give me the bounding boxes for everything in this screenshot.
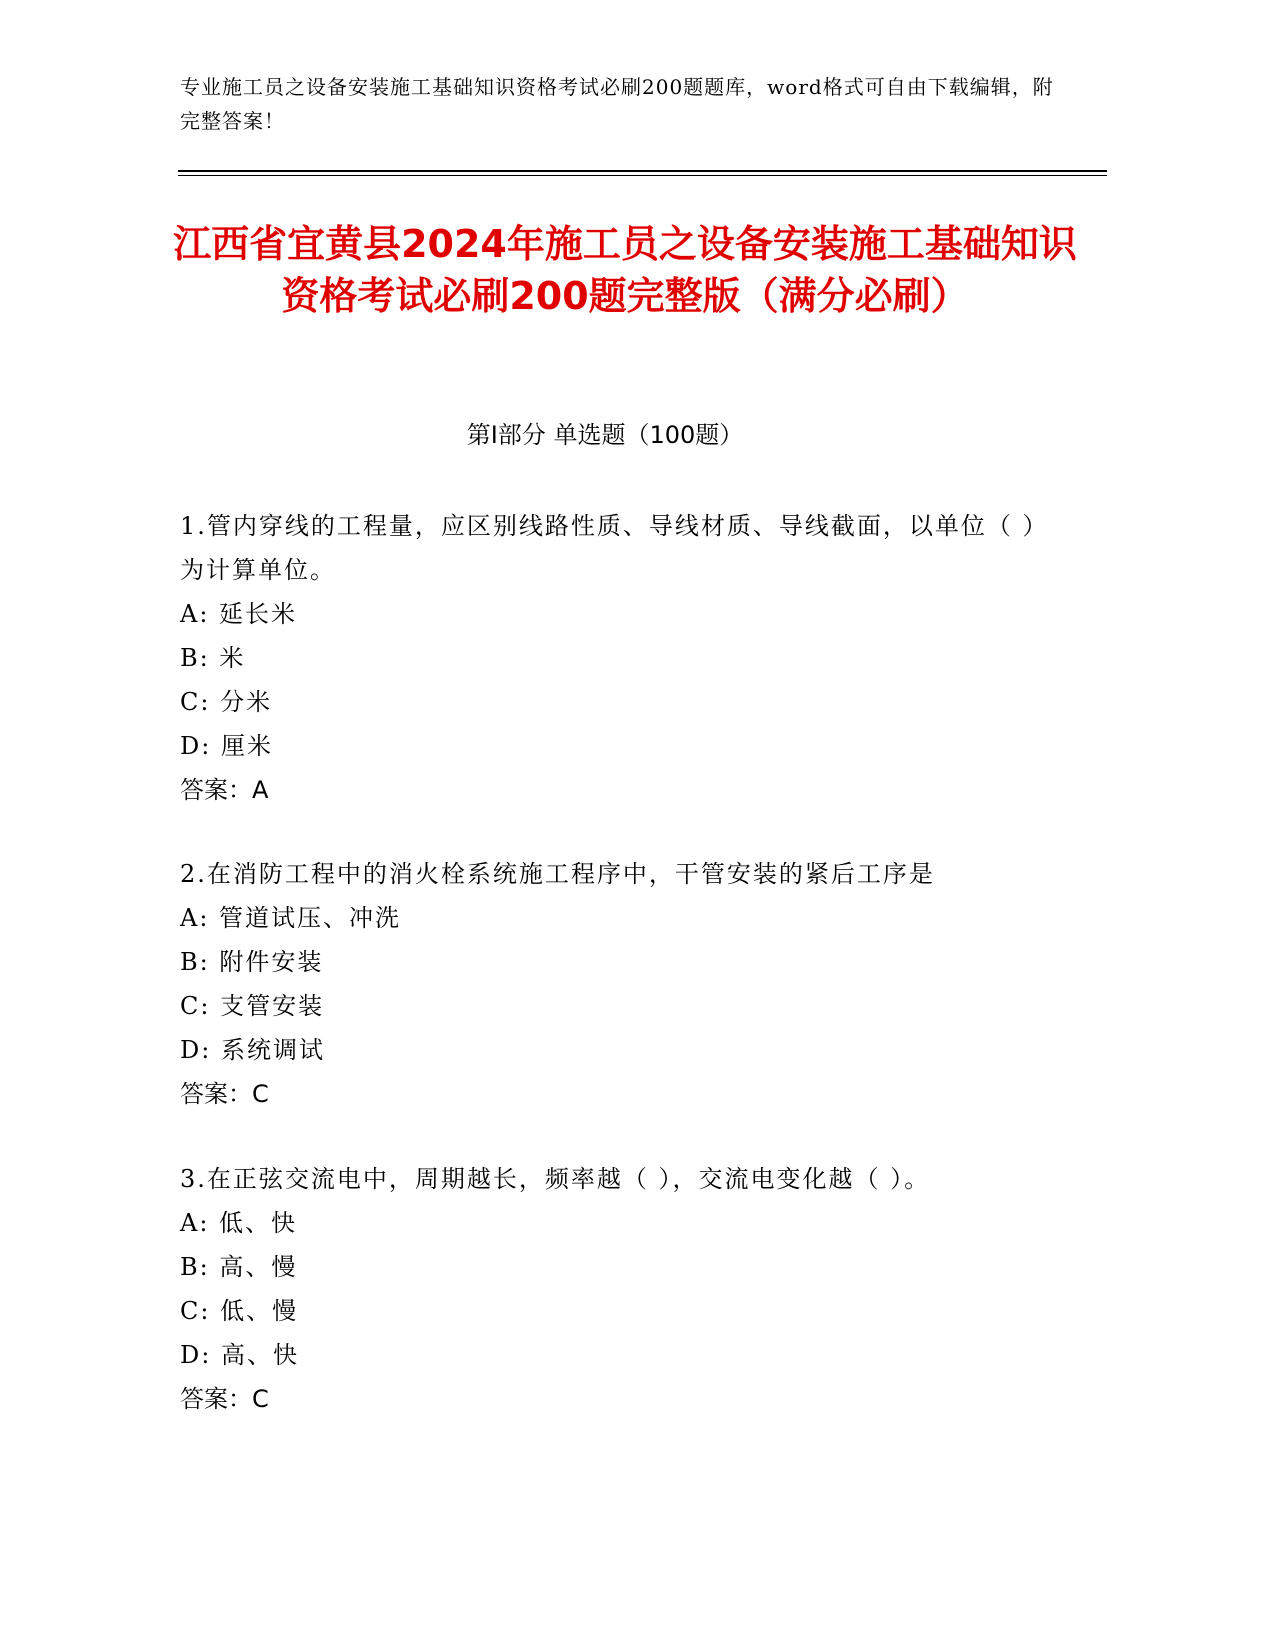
answer: 答案：C — [180, 1385, 269, 1413]
option-c: C: 支管安装 — [180, 992, 325, 1020]
header-note: 专业施工员之设备安装施工基础知识资格考试必刷200题题库，word格式可自由下载编辑，附完整答案！ — [180, 75, 1054, 133]
option-a: A: 管道试压、冲洗 — [180, 904, 402, 932]
question-block — [180, 504, 1060, 812]
question-block — [180, 852, 1060, 1116]
answer: 答案：A — [180, 776, 269, 804]
option-c: C: 分米 — [180, 688, 273, 716]
header-rule-thin — [178, 175, 1107, 176]
answer: 答案：C — [180, 1080, 269, 1108]
question-block — [180, 1157, 1060, 1421]
option-a: A: 延长米 — [180, 600, 298, 628]
option-d: D: 系统调试 — [180, 1036, 325, 1064]
option-b: B: 高、慢 — [180, 1253, 298, 1281]
section-title: 第Ⅰ部分 单选题（100题） — [466, 421, 744, 449]
option-a: A: 低、快 — [180, 1209, 298, 1237]
option-b: B: 米 — [180, 644, 246, 672]
question-stem: 1.管内穿线的工程量，应区别线路性质、导线材质、导线截面，以单位（ ）为计算单位。 — [180, 512, 1049, 584]
option-d: D: 高、快 — [180, 1341, 299, 1369]
question-stem: 2.在消防工程中的消火栓系统施工程序中，干管安装的紧后工序是 — [180, 860, 935, 888]
document-title: 江西省宜黄县2024年施工员之设备安装施工基础知识资格考试必刷200题完整版（满分必刷） — [173, 222, 1077, 318]
option-d: D: 厘米 — [180, 732, 273, 760]
option-b: B: 附件安装 — [180, 948, 324, 976]
header-rule — [178, 170, 1107, 172]
option-c: C: 低、慢 — [180, 1297, 299, 1325]
question-stem: 3.在正弦交流电中，周期越长，频率越（ ），交流电变化越（ ）。 — [180, 1165, 931, 1193]
